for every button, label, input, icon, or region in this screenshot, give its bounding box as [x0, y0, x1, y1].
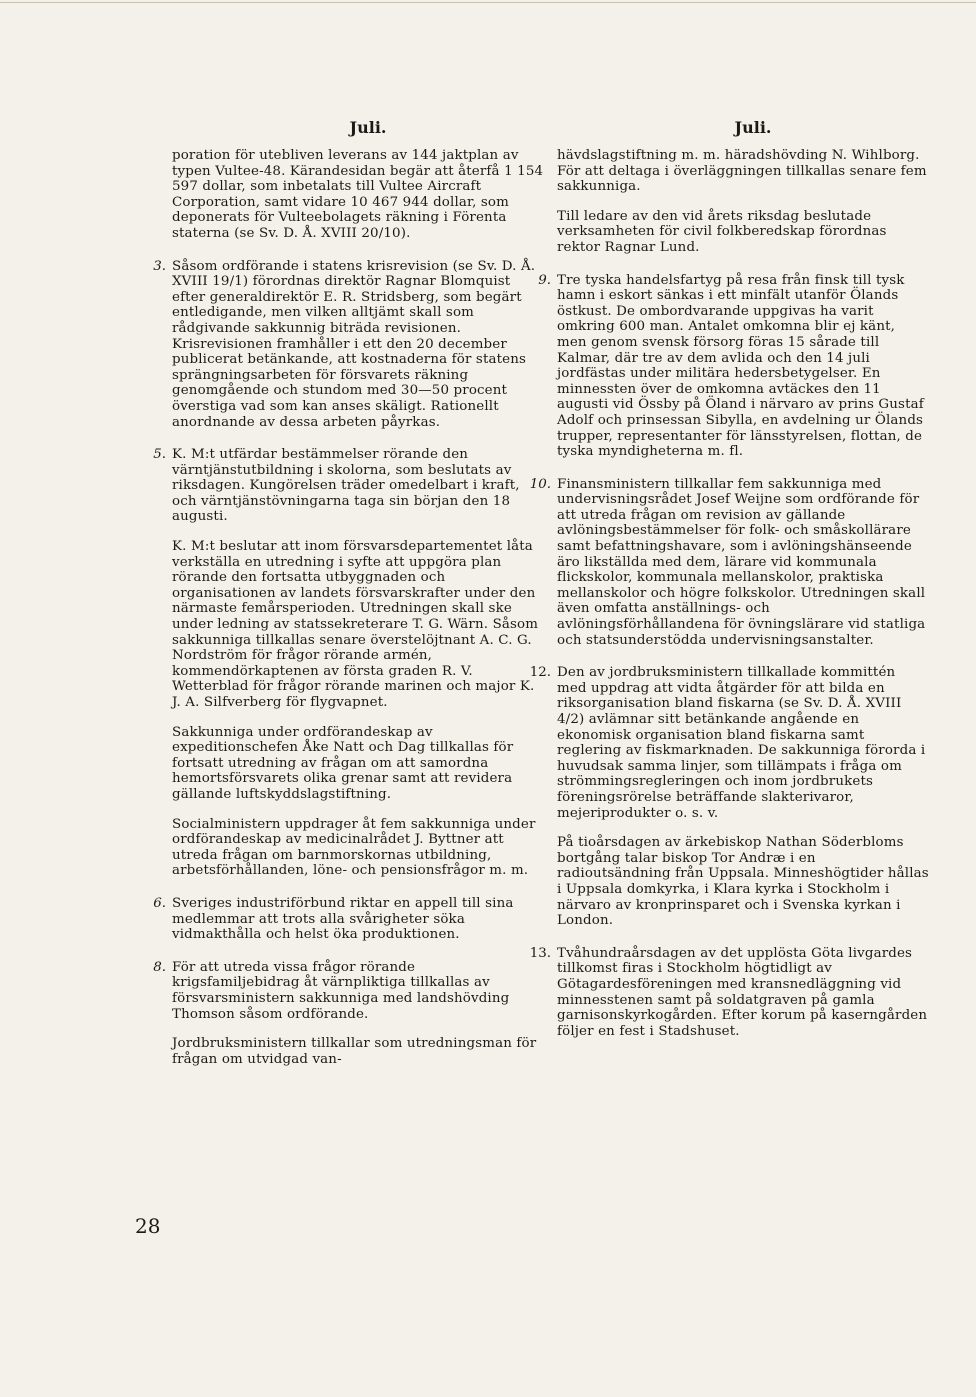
- page-top-rule: [0, 2, 976, 3]
- entry-paragraph: Sveriges industriförbund riktar en appell till sina medlemmar att trots alla svårigheter söka vidmakthålla och helst öka produktionen.: [172, 895, 514, 943]
- day-entry: [153, 895, 544, 943]
- left-column-header: Juli.: [349, 118, 387, 137]
- day-number: 8.: [153, 959, 166, 975]
- day-entry: [153, 959, 544, 1068]
- entry-paragraph: K. M:t utfärdar bestämmelser rörande den värntjänstutbildning i skolorna, som beslutats av riksdagen. Kungörelsen träder omedelbart i kraft, och värntjänstövningarna taga sin början den 18 augusti.: [172, 447, 520, 525]
- day-number: 6.: [153, 895, 166, 911]
- day-entry: [557, 148, 929, 256]
- entry-paragraph: Finansministern tillkallar fem sakkunniga med undervisningsrådet Josef Weijne som ordförande för att utreda frågan om revision av gällande avlöningsbestämmelser för folk- och småskollärare samt befattningshavare, som i avlöningshänseende äro likställda med dem, lärare vid kommunala flickskolor, kommunala mellanskolor, praktiska mellanskolor och högre folkskolor. Utredningen skall även omfatta anställnings- och avlöningsförhållandena för övningslärare vid statliga och statsunderstödda undervisningsanstalter.: [557, 476, 926, 648]
- entry-paragraph: hävdslagstiftning m. m. häradshövding N. Wihlborg. För att deltaga i överläggningen tillkallas senare fem sakkunniga.: [557, 148, 927, 195]
- day-entry: [529, 665, 929, 929]
- day-number: 12.: [529, 665, 551, 681]
- day-entry: [153, 447, 544, 879]
- right-column: [529, 118, 929, 1056]
- entry-paragraph: Tre tyska handelsfartyg på resa från finsk till tysk hamn i eskort sänkas i ett minfält utanför Ölands östkust. De ombordvarande uppgivas ha varit omkring 600 man. Antalet omkomna blir ej känt, men genom svensk försorg föras 15 sårade till Kalmar, där tre av dem avlida och den 14 juli jordfästas under militära hedersbetygelser. En minnessten över de omkomna avtäckes den 11 augusti vid Össby på Öland i närvaro av prins Gustaf Adolf och prinsessan Sibylla, en avdelning ur Ölands trupper, representanter för länsstyrelsen, flottan, de tyska myndigheterna m. fl.: [557, 272, 924, 460]
- day-entry: [529, 945, 929, 1040]
- day-entry: [172, 148, 544, 242]
- entry-paragraph: På tioårsdagen av ärkebiskop Nathan Söderbloms bortgång talar biskop Tor Andræ i en radioutsändning från Uppsala. Minneshögtider hållas i Uppsala domkyrka, i Klara kyrka i Stockholm i närvaro av kronprinsparet och i Svenska kyrkan i London.: [557, 835, 929, 929]
- page-number: 28: [135, 1214, 161, 1238]
- entry-paragraph: poration för utebliven leverans av 144 jaktplan av typen Vultee-48. Kärandesidan begär att återfå 1 154 597 dollar, som inbetalats till Vultee Aircraft Corporation, samt vidare 10 467 944 dollar, som deponerats för Vulteebolagets räkning i Förenta staterna (se Sv. D. Å. XVIII 20/10).: [172, 148, 544, 241]
- day-entry: [153, 258, 544, 431]
- entry-paragraph: Såsom ordförande i statens krisrevision (se Sv. D. Å. XVIII 19/1) förordnas direktör Ragnar Blomquist efter generaldirektör E. R. Stridsberg, som begärt entledigande, men vilken alltjämt skall som rådgivande sakkunnig biträda revisionen. Krisrevisionen framhåller i ett den 20 december publicerat betänkande, att kostnaderna för statens sprängningsarbeten för försvarets räkning genomgående och stundom med 30—50 procent överstiga vad som kan anses skäligt. Rationellt anordnande av dessa arbeten påyrkas.: [172, 258, 536, 430]
- day-number: 3.: [153, 258, 166, 274]
- entry-paragraph: K. M:t beslutar att inom försvarsdepartementet låta verkställa en utredning i syfte att uppgöra plan rörande den fortsatta utbyggnaden och organisationen av landets försvarskrafter under den närmaste femårsperioden. Utredningen skall ske under ledning av statssekreterare T. G. Wärn. Såsom sakkunniga tillkallas senare överstelöjtnant A. C. G. Nordström för frågor rörande armén, kommendörkaptenen av första graden R. V. Wetterblad för frågor rörande marinen och major K. J. A. Silfverberg för flygvapnet.: [172, 539, 539, 710]
- day-entry: [529, 476, 929, 649]
- right-column-header: Juli.: [734, 118, 772, 137]
- entry-paragraph: Sakkunniga under ordförandeskap av expeditionschefen Åke Natt och Dag tillkallas för fortsatt utredning av frågan om att samordna hemortsförsvarets olika grenar samt att revidera gällande luftskyddslagstiftning.: [172, 724, 514, 802]
- entry-paragraph: Socialministern uppdrager åt fem sakkunniga under ordförandeskap av medicinalrådet J. Byttner att utreda frågan om barnmorskornas utbildning, arbetsförhållanden, löne- och pensionsfrågor m. m.: [172, 816, 536, 879]
- day-number: 9.: [538, 272, 551, 288]
- entry-paragraph: För att utreda vissa frågor rörande krigsfamiljebidrag åt värnpliktiga tillkallas av försvarsministern sakkunniga med landshövding Thomson såsom ordförande.: [172, 959, 510, 1022]
- day-entry: [538, 272, 929, 460]
- entry-paragraph: Tvåhundraårsdagen av det upplösta Göta livgardes tillkomst firas i Stockholm högtidligt av Götagardesföreningen med kransnedläggning vid minnesstenen samt på soldatgraven på gamla garnisonskyrkogården. Efter korum på kaserngården följer en fest i Stadshuset.: [557, 945, 928, 1039]
- left-column: [153, 118, 544, 1084]
- day-number: 13.: [529, 945, 551, 961]
- entry-paragraph: Jordbruksministern tillkallar som utredningsman för frågan om utvidgad van-: [172, 1036, 537, 1067]
- right-column-entries: [529, 148, 929, 1039]
- entry-paragraph: Den av jordbruksministern tillkallade kommittén med uppdrag att vidta åtgärder för att bilda en riksorganisation bland fiskarna (se Sv. D. Å. XVIII 4/2) avlämnar sitt betänkande angående en ekonomisk organisation bland fiskarna samt reglering av fiskmarknaden. De sakkunniga förorda i huvudsak samma linjer, som tillämpats i fråga om strömmingsregleringen och inom jordbrukets föreningsrörelse beträffande slakterivaror, mejeriprodukter o. s. v.: [557, 665, 926, 821]
- entry-paragraph: Till ledare av den vid årets riksdag beslutade verksamheten för civil folkberedskap förordnas rektor Ragnar Lund.: [557, 208, 887, 255]
- day-number: 5.: [153, 447, 166, 463]
- day-number: 10.: [529, 476, 551, 492]
- left-column-entries: [153, 148, 544, 1067]
